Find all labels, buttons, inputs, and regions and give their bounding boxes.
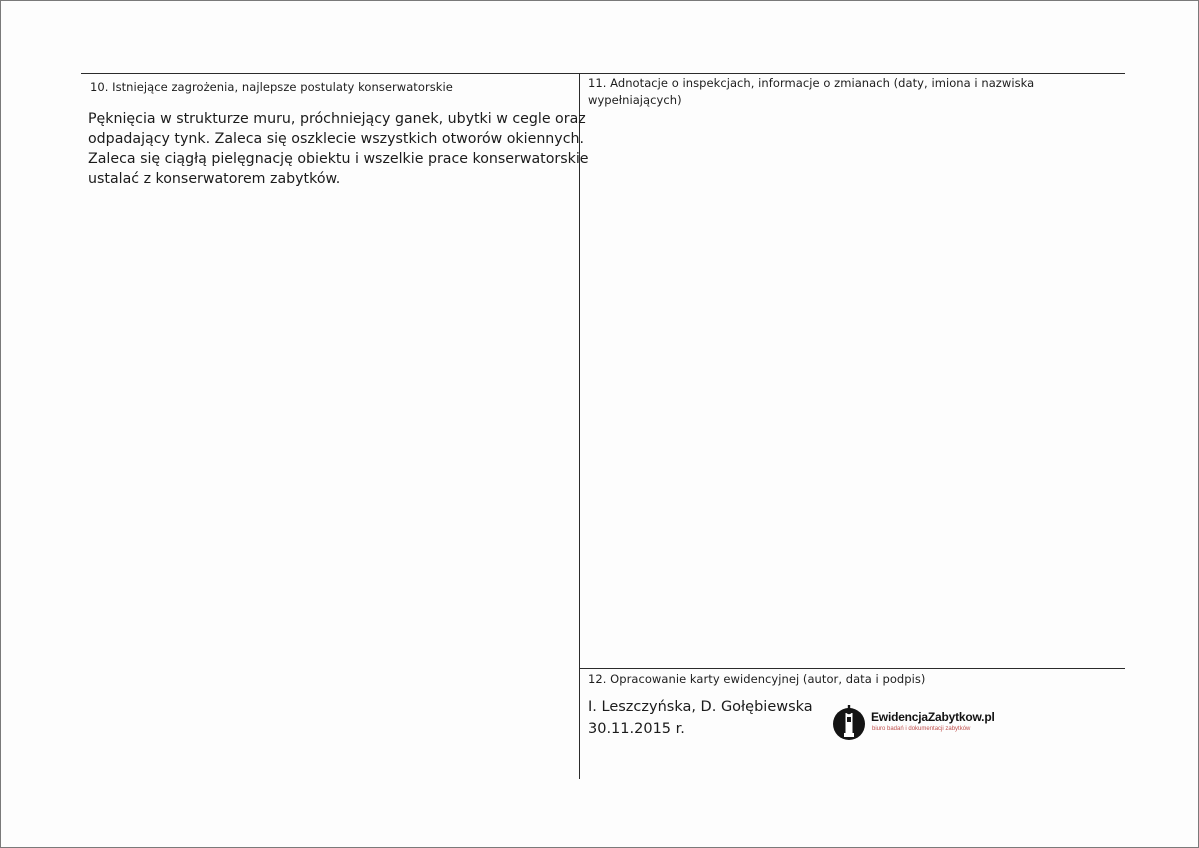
- logo-name: EwidencjaZabytkow.pl: [871, 710, 995, 724]
- section-11-heading-line: 11. Adnotacje o inspekcjach, informacje o zmianach (daty, imiona i nazwiska: [588, 76, 1035, 90]
- section-10-line: Zaleca się ciągłą pielęgnację obiektu i wszelkie prace konserwatorskie: [88, 151, 589, 167]
- section-10-line: ustalać z konserwatorem zabytków.: [88, 171, 341, 187]
- section-12-rule: [579, 668, 1125, 669]
- authors-text: I. Leszczyńska, D. Gołębiewska: [588, 699, 813, 715]
- date-text: 30.11.2015 r.: [588, 721, 685, 737]
- section-10-body: [88, 109, 589, 189]
- top-rule: [81, 73, 1125, 74]
- section-10-heading: 10. Istniejące zagrożenia, najlepsze postulaty konserwatorskie: [90, 80, 453, 94]
- author-block: [588, 696, 813, 740]
- logo-tagline: biuro badań i dokumentacji zabytków: [872, 726, 971, 732]
- ewidencja-logo: [832, 704, 1002, 744]
- section-10-line: Pęknięcia w strukturze muru, próchniejący ganek, ubytki w cegle oraz: [88, 111, 586, 127]
- column-divider: [579, 73, 580, 779]
- section-10-line: odpadający tynk. Zaleca się oszklecie wszystkich otworów okiennych.: [88, 131, 585, 147]
- section-12-heading: 12. Opracowanie karty ewidencyjnej (autor, data i podpis): [588, 672, 926, 686]
- section-11-heading: [588, 75, 1088, 109]
- monument-logo-icon: [832, 704, 866, 742]
- section-11-heading-line: wypełniających): [588, 93, 682, 107]
